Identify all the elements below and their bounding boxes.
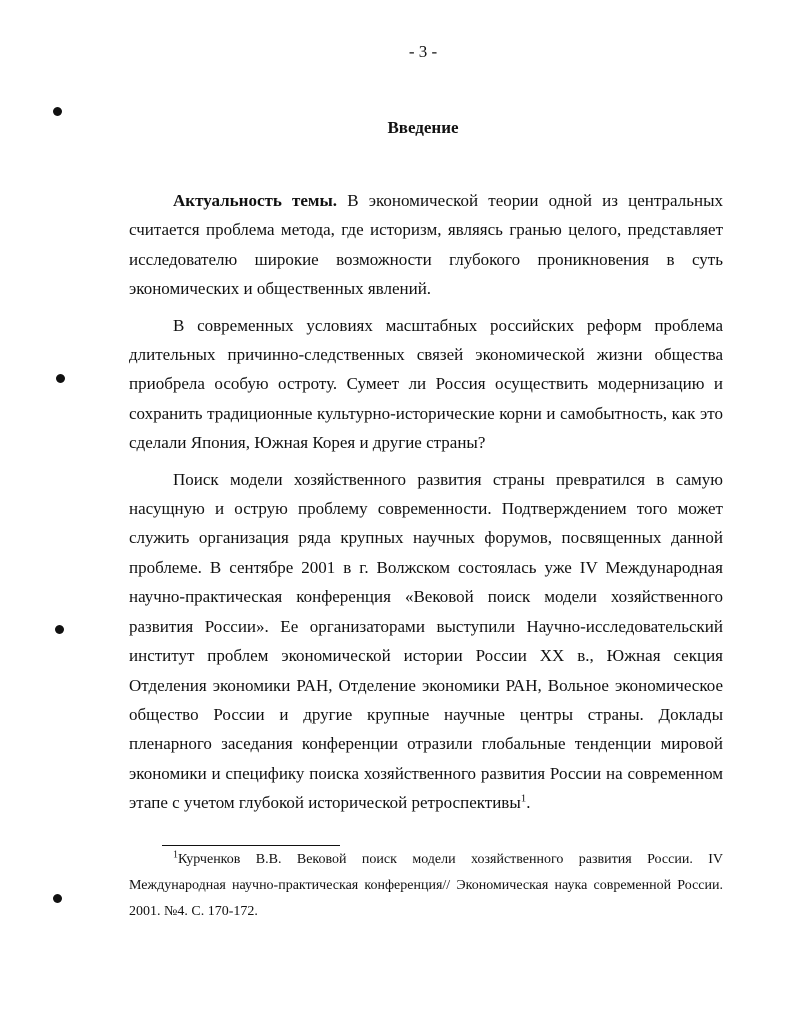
footnote: [129, 847, 723, 925]
footnote-marker: 1: [173, 849, 178, 861]
paragraph-text: В современных условиях масштабных российских реформ проблема длительных причинно-следственных связей экономической жизни общества приобрела особую остроту. Сумеет ли Россия осуществить модернизацию и сохранить традиционные культурно-исторические корни и самобытность, как это сделали Япония, Южная Корея и другие страны?: [129, 315, 723, 453]
punch-hole-mark: [53, 107, 62, 116]
footnote-separator: [162, 845, 340, 846]
punch-hole-mark: [56, 374, 65, 383]
paragraph-relevance: [129, 186, 723, 304]
punch-hole-mark: [53, 894, 62, 903]
paragraph-end-punctuation: .: [526, 793, 531, 813]
paragraph-reforms: [129, 311, 723, 458]
paragraph-lead: Актуальность темы.: [173, 191, 338, 210]
paragraph-model-search: [129, 465, 723, 818]
paragraph-text: В экономической теории одной из центральных считается проблема метода, где историзм, являясь гранью целого, представляет исследователю широкие возможности глубокого проникновения в суть экономических и общественных явлений.: [129, 191, 723, 299]
main-text: [129, 186, 723, 825]
footnote-text: Курченков В.В. Вековой поиск модели хозяйственного развития России. IV Международная научно-практическая конференция// Экономическая наука современной России. 2001. №4. С. 170-172.: [129, 852, 723, 919]
footnote-reference[interactable]: 1: [520, 792, 527, 805]
paragraph-text: Поиск модели хозяйственного развития страны превратился в самую насущную и острую проблему современности. Подтверждением того может служить организация ряда крупных научных форумов, посвященных данной проблеме. В сентябре 2001 в г. Волжском состоялась уже IV Международная научно-практическая конференция «Вековой поиск модели хозяйственного развития России». Ее организаторами выступили Научно-исследовательский институт проблем экономической истории России XX в., Южная секция Отделения экономики РАН, Отделение экономики РАН, Вольное экономическое общество России и другие крупные научные центры страны. Доклады пленарного заседания конференции отразили глобальные тенденции мировой экономики и специфику поиска хозяйственного развития России на современном этапе с учетом глубокой исторической ретроспективы: [129, 469, 723, 813]
punch-hole-mark: [55, 625, 64, 634]
page-title: Введение: [387, 118, 459, 137]
page-number: - 3 -: [408, 42, 438, 61]
